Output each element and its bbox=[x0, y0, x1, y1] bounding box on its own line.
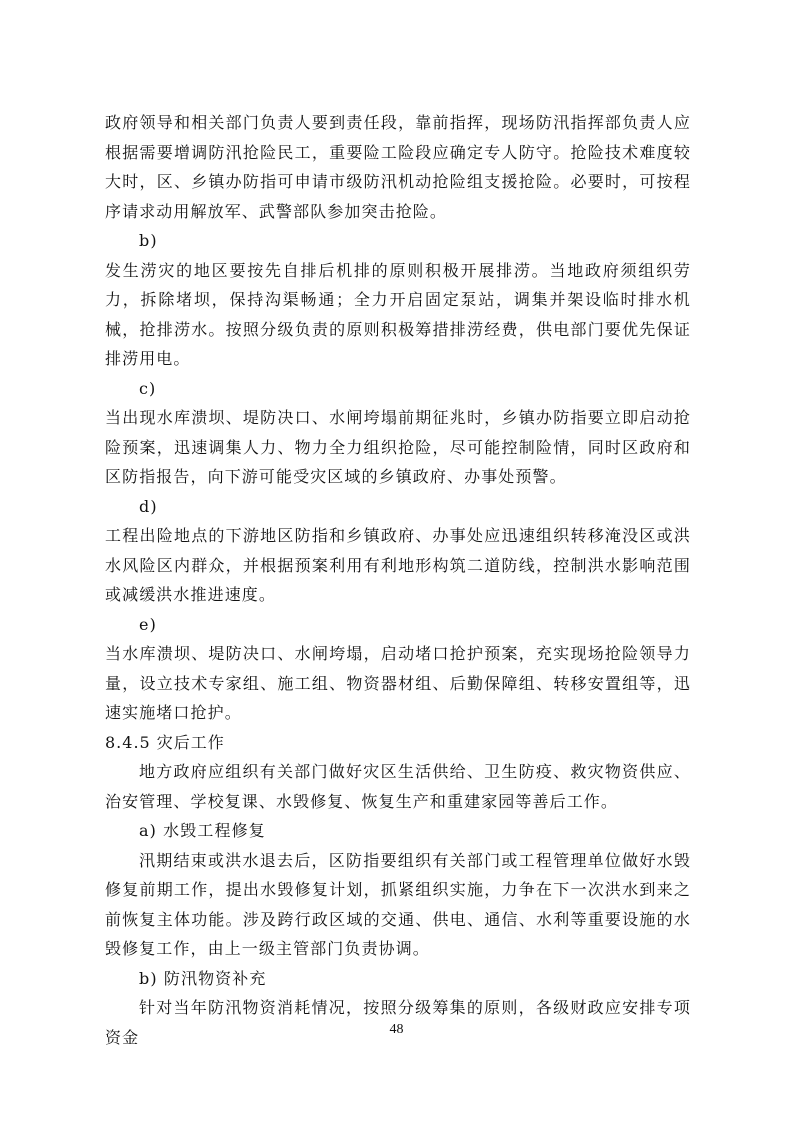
item-marker-e: e) bbox=[139, 614, 157, 634]
paragraph-post-disaster-work: 地方政府应组织有关部门做好灾区生活供给、卫生防疫、救灾物资供应、治安管理、学校复课、水毁修复、恢复生产和重建家园等善后工作。 bbox=[105, 762, 691, 811]
paragraph-waterlogging-drainage: 发生涝灾的地区要按先自排后机排的原则积极开展排涝。当地政府须组织劳力，拆除堵坝，保持沟渠畅通；全力开启固定泵站，调集并架设临时排水机械，抢排涝水。按照分级负责的原则积极筹措排涝经费，供电部门要优先保证排涝用电。 bbox=[105, 260, 691, 368]
paragraph-dam-failure-warning: 当出现水库溃坝、堤防决口、水闸垮塌前期征兆时，乡镇办防指要立即启动抢险预案，迅速调集人力、物力全力组织抢险，尽可能控制险情，同时区政府和区防指报告，向下游可能受灾区域的乡镇政府、办事处预警。 bbox=[105, 408, 691, 486]
section-heading-post-disaster: 8.4.5 灾后工作 bbox=[105, 732, 225, 752]
paragraph-downstream-evacuation: 工程出险地点的下游地区防指和乡镇政府、办事处应迅速组织转移淹没区或洪水风险区内群众，并根据预案利用有利地形构筑二道防线，控制洪水影响范围或减缓洪水推进速度。 bbox=[105, 526, 691, 604]
paragraph-breach-closure: 当水库溃坝、堤防决口、水闸垮塌，启动堵口抢护预案，充实现场抢险领导力量，设立技术专家组、施工组、物资器材组、后勤保障组、转移安置组等，迅速实施堵口抢护。 bbox=[105, 644, 691, 722]
item-marker-d: d) bbox=[139, 496, 158, 516]
page-number: 48 bbox=[389, 1022, 404, 1037]
subheading-material-replenishment: b) 防汛物资补充 bbox=[139, 968, 267, 988]
paragraph-damage-repair: 汛期结束或洪水退去后，区防指要组织有关部门或工程管理单位做好水毁修复前期工作，提出水毁修复计划，抓紧组织实施，力争在下一次洪水到来之前恢复主体功能。涉及跨行政区域的交通、供电、通信、水利等重要设施的水毁修复工作，由上一级主管部门负责协调。 bbox=[105, 850, 691, 958]
paragraph-leaders-responsibility: 政府领导和相关部门负责人要到责任段，靠前指挥，现场防汛指挥部负责人应根据需要增调防汛抢险民工，重要险工险段应确定专人防守。抢险技术难度较大时，区、乡镇办防指可申请市级防汛机动抢险组支援抢险。必要时，可按程序请求动用解放军、武警部队参加突击抢险。 bbox=[105, 113, 691, 221]
item-marker-c: c) bbox=[139, 378, 157, 398]
paragraph-material-replenishment: 针对当年防汛物资消耗情况，按照分级筹集的原则，各级财政应安排专项资金 bbox=[105, 998, 691, 1047]
page-body bbox=[105, 108, 691, 1052]
item-marker-b: b) bbox=[139, 231, 158, 250]
subheading-damage-repair: a) 水毁工程修复 bbox=[139, 821, 266, 840]
